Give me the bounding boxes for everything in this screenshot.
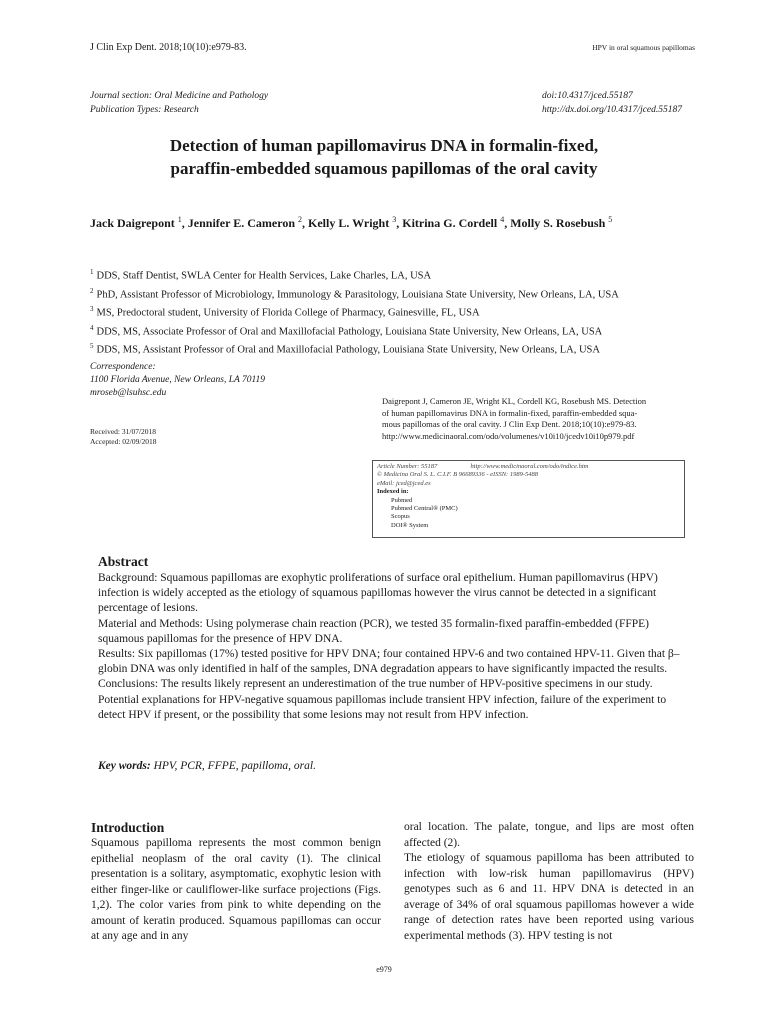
page-number: e979 <box>376 965 392 974</box>
doi: doi:10.4317/jced.55187 <box>542 91 633 101</box>
author-list: Jack Daigrepont $^1$, Jennifer E. Cameron $^2$, Kelly L. Wright $^3$, Kitrina G. Cordell $^4$, Molly S. Rosebush $^5$ <box>90 215 613 230</box>
keywords <box>98 760 316 772</box>
running-header-journal: J Clin Exp Dent. 2018;10(10):e979-83. <box>90 42 247 53</box>
correspondence-label: Correspondence: <box>90 362 156 372</box>
journal-index-url[interactable]: http://www.medicinaoral.com/odo/indice.htm <box>470 463 589 470</box>
publication-type: Publication Types: Research <box>90 105 199 115</box>
affiliation-item <box>90 265 619 284</box>
author-name: Molly S. Rosebush <box>510 216 606 230</box>
citation-url[interactable]: http://www.medicinaoral.com/odo/volumenes/v10i10/jcedv10i10p979.pdf <box>382 430 635 441</box>
running-header-title: HPV in oral squamous papillomas <box>592 43 695 52</box>
affiliation-text: MS, Predoctoral student, University of Florida College of Pharmacy, Gainesville, FL, USA <box>96 307 480 319</box>
accepted-date: Accepted: 02/09/2018 <box>90 437 157 446</box>
affiliation-item <box>90 302 619 321</box>
abstract-conclusions: Conclusions: The results likely represent an underestimation of the true number of HPV-positive specimens in our study. Potential explanations for HPV-negative squamous papillomas include transient HPV infection, failure of the experiment to detect HPV if present, or the possibility that some lesions may not result from HPV infection. <box>98 678 667 721</box>
affiliation-text: DDS, Staff Dentist, SWLA Center for Health Services, Lake Charles, LA, USA <box>96 270 432 282</box>
article-title <box>90 134 678 180</box>
affiliation-marker: 1 <box>90 268 94 276</box>
abstract-section <box>98 553 690 723</box>
author-affiliation-marker: 3 <box>392 215 397 224</box>
section-heading-introduction: Introduction <box>91 820 165 835</box>
author-name: Kitrina G. Cordell <box>402 216 498 230</box>
intro-paragraph: oral location. The palate, tongue, and lips are most often affected (2). <box>404 821 694 849</box>
affiliation-item <box>90 284 619 303</box>
intro-paragraph: The etiology of squamous papilloma has been attributed to infection with low-risk human papillomavirus (HPV) genotypes such as 6 and 11. HPV DNA is detected in an average of 34% of oral squamous papillomas however a wide range of detection rates have been reported using various experimental methods (3). HPV testing is not <box>404 852 694 942</box>
index-item: Pubmed Central® (PMC) <box>391 505 458 513</box>
keywords-label: Key words: <box>98 760 151 772</box>
author-affiliation-marker: 5 <box>608 215 613 224</box>
abstract-methods: Material and Methods: Using polymerase chain reaction (PCR), we tested 35 formalin-fixed paraffin-embedded (FFPE) squamous papillomas for the presence of HPV DNA. <box>98 617 650 645</box>
title-line: Detection of human papillomavirus DNA in formalin-fixed, <box>169 136 599 155</box>
affiliation-marker: 3 <box>90 305 94 313</box>
doi-block <box>542 89 682 117</box>
correspondence-email[interactable]: mroseb@lsuhsc.edu <box>90 388 167 398</box>
citation-line: of human papillomavirus DNA in formalin-fixed, paraffin-embedded squa- <box>382 407 638 418</box>
affiliation-text: DDS, MS, Associate Professor of Oral and Maxillofacial Pathology, Louisiana State University, New Orleans, LA, USA <box>96 326 603 337</box>
citation-line: Daigrepont J, Cameron JE, Wright KL, Cordell KG, Rosebush MS. Detection <box>382 396 647 406</box>
index-item: DOI® System <box>391 521 429 529</box>
affiliation-marker: 4 <box>90 323 94 332</box>
author-affiliation-marker: 1 <box>177 215 182 224</box>
keywords-text: HPV, PCR, FFPE, papilloma, oral. <box>150 760 316 772</box>
body-column-left <box>91 820 381 945</box>
info-article-line <box>377 463 680 471</box>
correspondence-block <box>90 361 265 400</box>
indexed-label: Indexed in: <box>377 488 409 496</box>
journal-email[interactable]: eMail: jced@jced.es <box>377 479 431 487</box>
affiliation-item <box>90 321 619 340</box>
abstract-background: Background: Squamous papillomas are exophytic proliferations of surface oral epithelium. Human papillomavirus (HPV) infection is widely accepted as the etiology of squamous papillomas however the virus cannot be detected in a significant percentage of lesions. <box>98 572 658 615</box>
author-affiliation-marker: 2 <box>298 215 302 224</box>
article-dates <box>90 427 156 447</box>
affiliation-text: DDS, MS, Assistant Professor of Oral and Maxillofacial Pathology, Louisiana State University, New Orleans, LA, USA <box>96 344 600 356</box>
citation-block <box>382 396 692 442</box>
article-number: Article Number: 55187 <box>377 463 438 470</box>
author-name: Jack Daigrepont <box>90 216 175 230</box>
correspondence-address: 1100 Florida Avenue, New Orleans, LA 70119 <box>90 375 266 385</box>
author-name: Kelly L. Wright <box>308 216 390 230</box>
abstract-heading: Abstract <box>98 554 149 569</box>
author-name: Jennifer E. Cameron <box>187 216 295 230</box>
doi-link[interactable]: http://dx.doi.org/10.4317/jced.55187 <box>542 105 683 115</box>
journal-section: Journal section: Oral Medicine and Pathology <box>90 91 269 101</box>
body-column-right <box>404 820 694 944</box>
affiliation-item <box>90 339 619 358</box>
copyright-line: © Medicina Oral S. L. C.I.F. B 96689336 - eISSN: 1989-5488 <box>377 471 538 479</box>
index-item: Scopus <box>391 513 410 521</box>
author-affiliation-marker: 4 <box>500 215 505 224</box>
affiliation-marker: 5 <box>90 342 94 350</box>
citation-line: mous papillomas of the oral cavity. J Clin Exp Dent. 2018;10(10):e979-83. <box>382 419 637 429</box>
intro-paragraph: Squamous papilloma represents the most common benign epithelial neoplasm of the oral cavity (1). The clinical presentation is a solitary, asymptomatic, exophytic lesion with either finger-like or cauliflower-like surface projections (Figs. 1,2). The color varies from pink to white depending on the amount of keratin produced. Squamous papillomas can occur at any age and in any <box>91 837 381 942</box>
abstract-results: Results: Six papillomas (17%) tested positive for HPV DNA; four contained HPV-6 and two contained HPV-11. Given that β–globin DNA was only identified in half of the samples, DNA degradation appears to have significantly impacted the results. <box>98 648 680 676</box>
journal-info-box <box>372 460 685 538</box>
article-classification <box>90 89 268 117</box>
received-date: Received: 31/07/2018 <box>90 427 157 436</box>
index-item: Pubmed <box>391 496 413 504</box>
title-line: paraffin-embedded squamous papillomas of the oral cavity <box>170 159 598 178</box>
affiliation-list <box>90 265 619 358</box>
affiliation-text: PhD, Assistant Professor of Microbiology, Immunology & Parasitology, Louisiana State University, New Orleans, LA, USA <box>96 289 619 300</box>
affiliation-marker: 2 <box>90 286 94 295</box>
